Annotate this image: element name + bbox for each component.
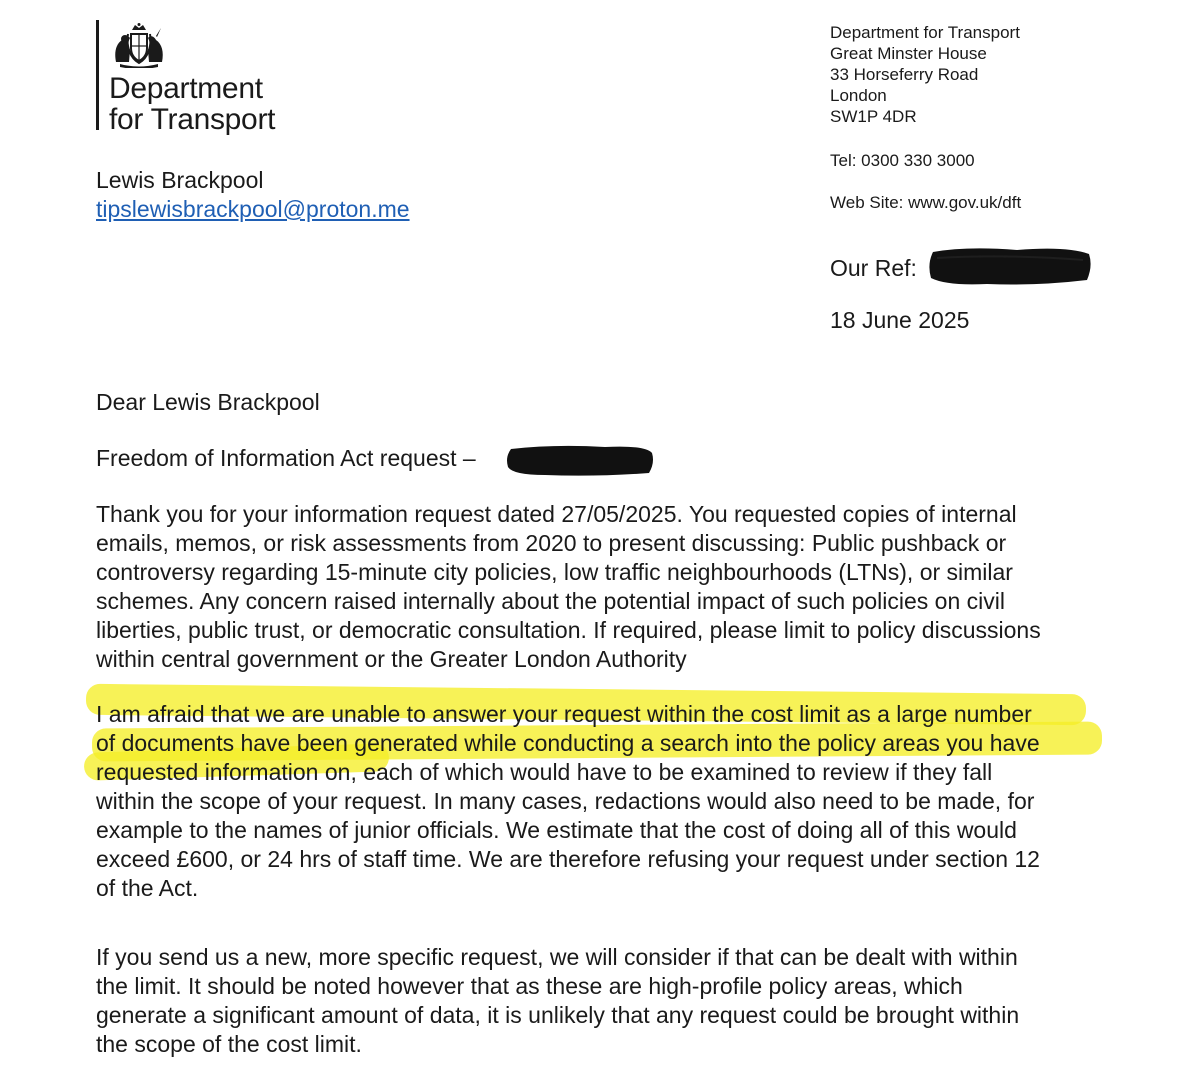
- org-name-line-2: for Transport: [109, 103, 276, 136]
- text-line: within central government or the Greater London Authority: [96, 646, 687, 672]
- text-line: Thank you for your information request dated 27/05/2025. You requested copies of internal: [96, 501, 1017, 527]
- salutation: Dear Lewis Brackpool: [96, 389, 320, 415]
- text-line: the limit. It should be noted however that as these are high-profile policy areas, which: [96, 973, 963, 999]
- org-name-line-1: Department: [109, 72, 263, 105]
- text-line: schemes. Any concern raised internally about the potential impact of such policies on civil: [96, 588, 1005, 614]
- subject-line: Freedom of Information Act request –: [96, 445, 476, 471]
- text-line: If you send us a new, more specific request, we will consider if that can be dealt with within: [96, 944, 1018, 970]
- text-line: liberties, public trust, or democratic consultation. If required, please limit to policy discussions: [96, 617, 1041, 643]
- text-line: example to the names of junior officials. We estimate that the cost of doing all of this would: [96, 817, 1017, 843]
- text-line: of the Act.: [96, 875, 199, 901]
- address-line: London: [830, 86, 887, 105]
- paragraph-request-summary: [96, 500, 1041, 674]
- logo-divider: [96, 20, 99, 130]
- text-line: controversy regarding 15-minute city policies, low traffic neighbourhoods (LTNs), or similar: [96, 559, 1013, 585]
- text-line: the scope of the cost limit.: [96, 1031, 362, 1057]
- sender-address: [830, 22, 1020, 127]
- recipient-email-link[interactable]: tipslewisbrackpool@proton.me: [96, 196, 410, 222]
- text-line: requested information on, each of which would have to be examined to review if they fall: [96, 759, 993, 785]
- royal-coat-of-arms-icon: [108, 22, 170, 68]
- reference-label: Our Ref:: [830, 255, 917, 281]
- text-line: exceed £600, or 24 hrs of staff time. We are therefore refusing your request under section 12: [96, 846, 1040, 872]
- address-line: 33 Horseferry Road: [830, 65, 979, 84]
- redaction-mark: [927, 244, 1094, 288]
- address-line: Department for Transport: [830, 23, 1020, 42]
- address-line: SW1P 4DR: [830, 107, 917, 126]
- telephone: Tel: 0300 330 3000: [830, 151, 975, 170]
- paragraph-new-request: [96, 943, 1019, 1059]
- text-line: emails, memos, or risk assessments from 2020 to present discussing: Public pushback or: [96, 530, 1007, 556]
- text-line: within the scope of your request. In many cases, redactions would also need to be made, for: [96, 788, 1035, 814]
- paragraph-refusal: [96, 700, 1040, 903]
- redaction-mark: [505, 443, 655, 477]
- text-line: I am afraid that we are unable to answer your request within the cost limit as a large number: [96, 701, 1032, 727]
- text-line: generate a significant amount of data, it is unlikely that any request could be brought within: [96, 1002, 1020, 1028]
- website: Web Site: www.gov.uk/dft: [830, 193, 1022, 212]
- recipient-name: Lewis Brackpool: [96, 167, 264, 193]
- address-line: Great Minster House: [830, 44, 987, 63]
- letter-date: 18 June 2025: [830, 307, 970, 333]
- text-line: of documents have been generated while conducting a search into the policy areas you have: [96, 730, 1040, 756]
